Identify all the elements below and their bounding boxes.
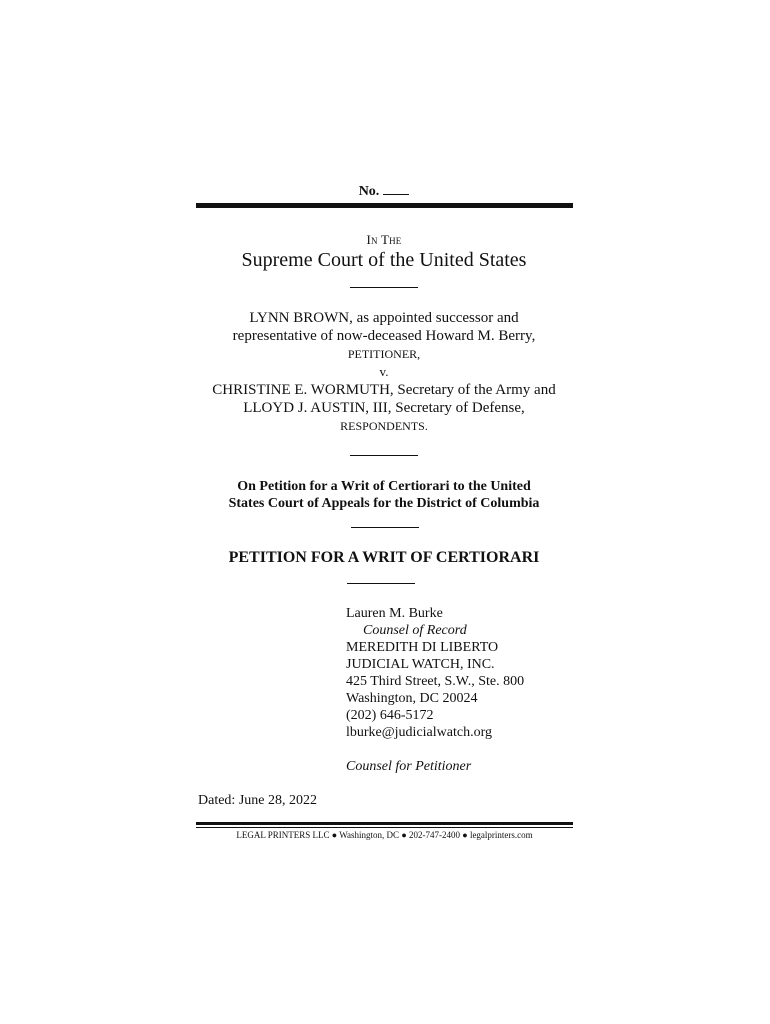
petitioner-line-2: representative of now-deceased Howard M. Berry, bbox=[232, 328, 536, 344]
printer-website: legalprinters.com bbox=[469, 830, 533, 840]
divider-2 bbox=[350, 455, 418, 456]
petitioner-line-1: LYNN BROWN, as appointed successor and bbox=[249, 310, 519, 326]
printer-city: Washington, DC bbox=[339, 830, 400, 840]
respondents-line-1: CHRISTINE E. WORMUTH, Secretary of the Army and bbox=[212, 382, 556, 398]
address-line-2: Washington, DC 20024 bbox=[346, 691, 478, 706]
petition-on-line-2: States Court of Appeals for the District of Columbia bbox=[228, 496, 540, 511]
respondents-line-2: LLOYD J. AUSTIN, III, Secretary of Defense, bbox=[243, 400, 525, 416]
co-counsel-name: MEREDITH DI LIBERTO bbox=[346, 640, 499, 655]
respondents-role: RESPONDENTS. bbox=[340, 419, 428, 433]
counsel-block bbox=[346, 605, 524, 775]
bullet-icon: ● bbox=[462, 830, 468, 840]
document-title: PETITION FOR A WRIT OF CERTIORARI bbox=[228, 549, 540, 566]
dated-line: Dated: June 28, 2022 bbox=[198, 793, 317, 808]
top-thick-rule bbox=[196, 203, 573, 208]
address-line-1: 425 Third Street, S.W., Ste. 800 bbox=[346, 674, 525, 689]
printer-phone: 202-747-2400 bbox=[409, 830, 460, 840]
in-the-label: In The bbox=[366, 232, 402, 247]
case-number-label: No. bbox=[358, 184, 380, 199]
versus: v. bbox=[379, 364, 389, 379]
printer-name: LEGAL PRINTERS LLC bbox=[236, 830, 330, 840]
case-number-blank bbox=[383, 184, 409, 195]
petitioner-role: PETITIONER, bbox=[347, 347, 421, 361]
petition-on-line-1: On Petition for a Writ of Certiorari to the United bbox=[237, 479, 531, 494]
bottom-thick-rule bbox=[196, 822, 573, 825]
phone-number: (202) 646-5172 bbox=[346, 708, 434, 723]
parties-block bbox=[196, 309, 572, 435]
divider-4 bbox=[347, 583, 415, 584]
firm-name: JUDICIAL WATCH, INC. bbox=[346, 657, 495, 672]
spacer bbox=[346, 741, 524, 758]
divider-1 bbox=[350, 287, 418, 288]
divider-3 bbox=[351, 527, 419, 528]
bullet-icon: ● bbox=[401, 830, 407, 840]
counsel-for: Counsel for Petitioner bbox=[346, 759, 472, 774]
email-address: lburke@judicialwatch.org bbox=[346, 725, 492, 740]
court-name: Supreme Court of the United States bbox=[241, 249, 527, 271]
bullet-icon: ● bbox=[331, 830, 338, 840]
attorney-name: Lauren M. Burke bbox=[346, 606, 443, 621]
bottom-thin-rule bbox=[196, 827, 573, 828]
petition-on-block bbox=[190, 478, 578, 512]
attorney-role: Counsel of Record bbox=[363, 623, 467, 638]
printer-footer bbox=[196, 830, 573, 840]
case-number bbox=[196, 184, 572, 200]
